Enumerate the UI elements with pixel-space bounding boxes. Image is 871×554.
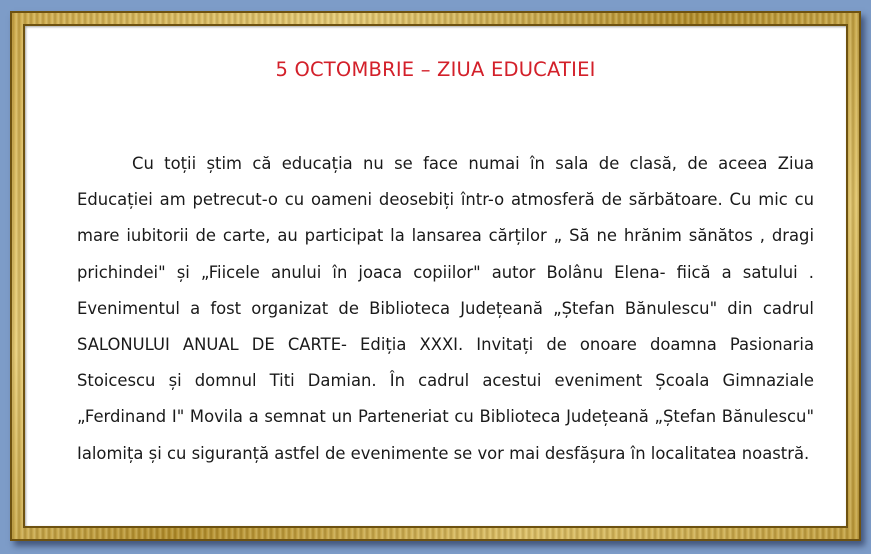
document-page [23, 24, 848, 528]
article-paragraph: Cu toții știm că educația nu se face numai în sala de clasă, de aceea Ziua Educației am petrecut-o cu oameni deosebiți într-o atmosferă de sărbătoare. Cu mic cu mare iubitorii de carte, au participat la lansarea cărților „ Să ne hrănim sănătos , dragi prichindei" și „Fiicele anului în joaca copiilor" autor Bolânu Elena- fiică a satului . Evenimentul a fost organizat de Biblioteca Județeană „Ștefan Bănulescu" din cadrul SALONULUI ANUAL DE CARTE- Ediția XXXI. Invitați de onoare doamna Pasionaria Stoicescu și domnul Titi Damian. În cadrul acestui eveniment Școala Gimnaziale „Ferdinand I" Movila a semnat un Parteneriat cu Biblioteca Județeană „Ștefan Bănulescu" Ialomița și cu siguranță astfel de evenimente se vor mai desfășura în localitatea noastră. [77, 154, 814, 463]
gold-frame [10, 11, 861, 541]
page-title: 5 OCTOMBRIE – ZIUA EDUCATIEI [275, 58, 596, 81]
